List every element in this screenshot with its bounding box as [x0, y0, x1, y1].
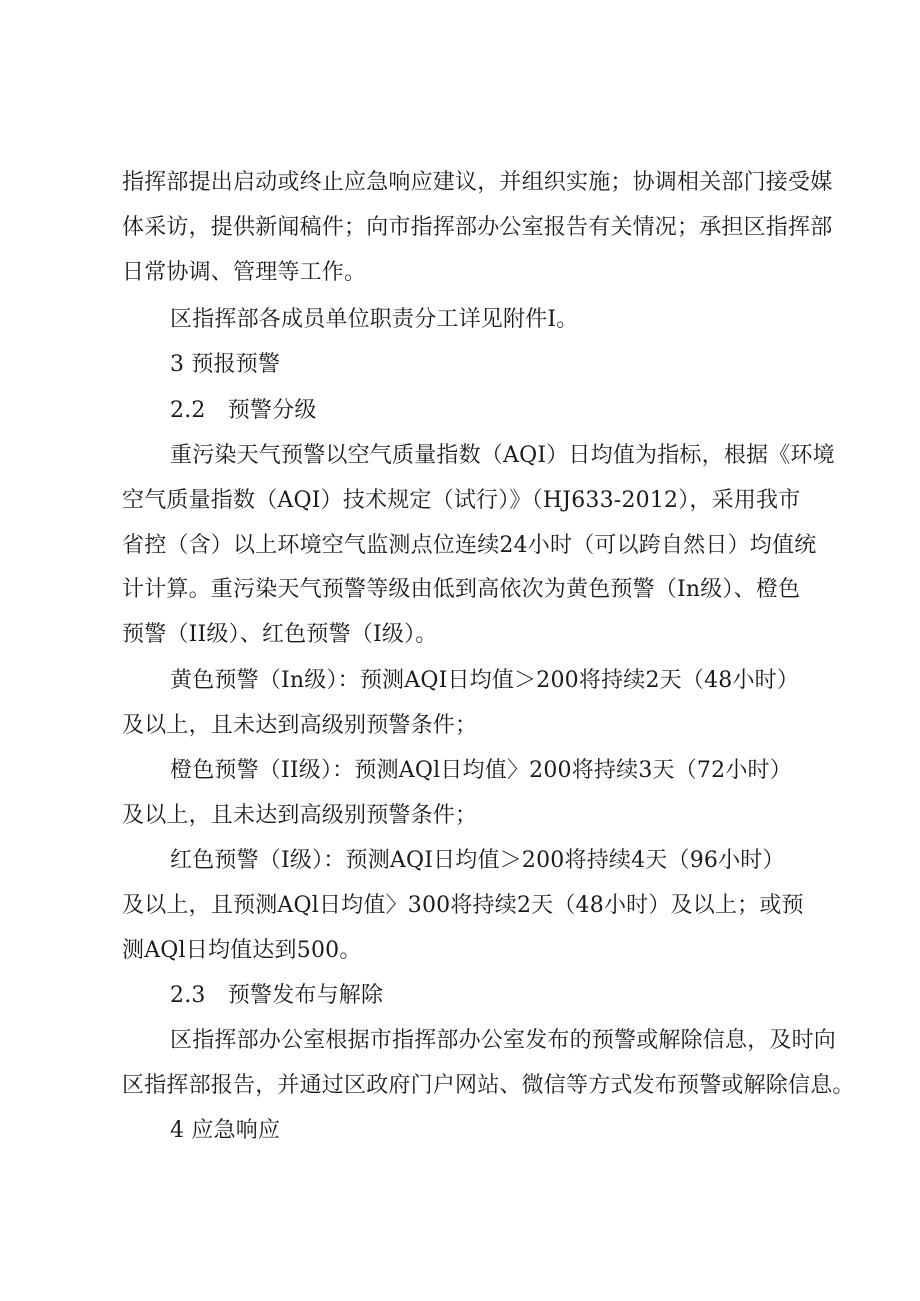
- paragraph-line: 区指挥部办公室根据市指挥部办公室发布的预警或解除信息，及时向: [170, 1028, 837, 1053]
- paragraph-line: 日常协调、管理等工作。: [122, 260, 367, 285]
- paragraph-line: 区指挥部各成员单位职责分工详见附件I。: [170, 307, 579, 332]
- paragraph-line: 橙色预警（II级）：预测AQl日均值〉200将持续3天（72小时）: [170, 758, 792, 783]
- paragraph-line: 黄色预警（In级）：预测AQI日均值＞200将持续2天（48小时）: [170, 668, 800, 693]
- section-heading: 3 预报预警: [170, 352, 281, 377]
- paragraph-line: 重污染天气预警以空气质量指数（AQI）日均值为指标，根据《环境: [170, 443, 835, 468]
- section-heading: 4 应急响应: [170, 1118, 281, 1143]
- paragraph-line: 空气质量指数（AQI）技术规定（试行）》（HJ633-2012），采用我市: [122, 488, 801, 513]
- paragraph-line: 省控（含）以上环境空气监测点位连续24小时（可以跨自然日）均值统: [122, 533, 817, 558]
- paragraph-line: 及以上，且预测AQl日均值〉300将持续2天（48小时）及以上；或预: [122, 893, 804, 918]
- paragraph-line: 预警（II级）、红色预警（I级）。: [122, 622, 438, 647]
- paragraph-line: 测AQl日均值达到500。: [122, 938, 362, 963]
- subsection-heading: 2.3 预警发布与解除: [170, 983, 384, 1008]
- paragraph-line: 及以上，且未达到高级别预警条件；: [122, 713, 478, 738]
- paragraph-line: 指挥部提出启动或终止应急响应建议，并组织实施；协调相关部门接受媒: [122, 170, 833, 195]
- paragraph-line: 区指挥部报告，并通过区政府门户网站、微信等方式发布预警或解除信息。: [122, 1073, 855, 1098]
- paragraph-line: 红色预警（I级）：预测AQI日均值＞200将持续4天（96小时）: [170, 848, 785, 873]
- subsection-heading: 2.2 预警分级: [170, 398, 317, 423]
- paragraph-line: 及以上，且未达到高级别预警条件；: [122, 803, 478, 828]
- paragraph-line: 计计算。重污染天气预警等级由低到高依次为黄色预警（In级）、橙色: [122, 577, 801, 602]
- paragraph-line: 体采访，提供新闻稿件；向市指挥部办公室报告有关情况；承担区指挥部: [122, 215, 833, 240]
